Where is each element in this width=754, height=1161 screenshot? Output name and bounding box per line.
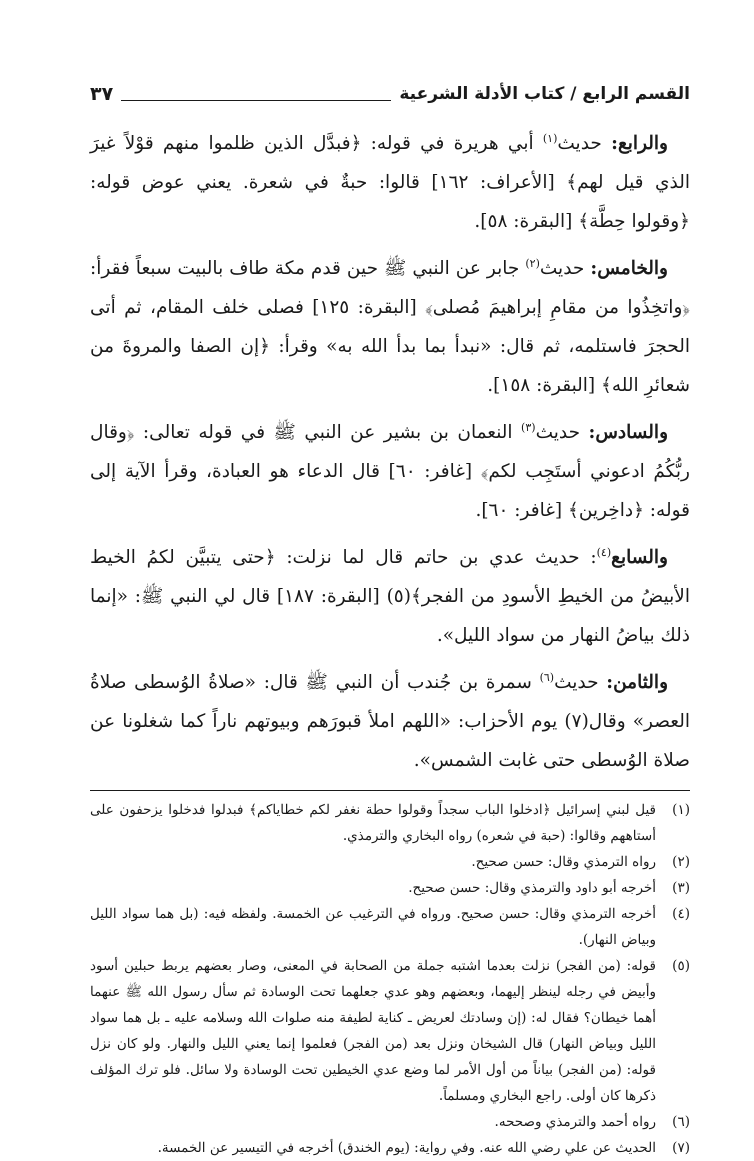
footnote-text: قوله: (من الفجر) نزلت بعدما اشتبه جملة من الصحابة في المعنى، وصار بعضهم يربط حبلين أسود وأبيض في رجله لينظر إليهما، وبعضهم وهو عدي جعلهما تحت الوسادة ثم سأل رسول الله ﷺ عنهما أهما خيطان؟ فقال له: (إن وسادتك لعريض ـ كناية لطيفة منه صلوات الله وسلامه عليه ـ بل هما سواد الليل وبياض النهار) قال الشيخان ونزل بعد (من الفجر) فعلموا إنما يعني الليل والنهار. ولو كان نزل قوله: (من الفجر) بياناً من أول الأمر لما وضع عدي الخيطين تحت الوسادة ولا سائل. فلو ترك المؤلف ذكرها كان أولى. راجع البخاري ومسلماً. <box>90 958 656 1104</box>
footnote-reference: (٦) <box>539 670 555 684</box>
book-page <box>90 78 690 1161</box>
paragraph-text: أبي هريرة في قوله: ﴿فبدَّل الذين ظلموا منهم قوْلاً غيرَ الذي قيل لهم﴾ [الأعراف: ١٦٢] قالوا: حبةٌ في شعرة. يعني عوض قوله: ﴿وقولوا حِطَّة﴾ [البقرة: ٥٨]. <box>90 133 691 232</box>
footnote-text: رواه الترمذي وقال: حسن صحيح. <box>471 854 656 870</box>
paragraph-text: سمرة بن جُندب أن النبي ﷺ قال: «صلاةُ الوُسطى صلاةُ العصر» وقال(٧) يوم الأحزاب: «اللهم املأ قبورَهم وبيوتهم ناراً كما شغلونا عن صلاة الوُسطى حتى غابت الشمس». <box>90 672 690 771</box>
paragraph-sixth <box>90 413 690 530</box>
paragraph-pre: حديث <box>539 258 591 279</box>
footnote-item <box>90 1109 690 1135</box>
footnote-text: الحديث عن علي رضي الله عنه. وفي رواية: (يوم الخندق) أخرجه في التيسير عن الخمسة. <box>157 1140 656 1156</box>
footnote-item <box>90 1135 690 1161</box>
footnote-item <box>90 901 690 953</box>
footnote-number: (١) <box>672 802 690 818</box>
footnote-reference: (٣) <box>521 420 536 434</box>
paragraph-pre: حديث <box>535 422 589 443</box>
footnote-reference: (١) <box>542 131 558 145</box>
page-number: ٣٧ <box>90 83 114 105</box>
footnote-number: (٥) <box>672 958 690 974</box>
footnote-text: أخرجه أبو داود والترمذي وقال: حسن صحيح. <box>408 880 656 896</box>
footnote-item <box>90 953 690 1109</box>
running-header <box>90 78 690 110</box>
footnote-reference: (٢) <box>525 256 540 270</box>
footnote-number: (٧) <box>672 1140 690 1156</box>
header-rule <box>121 100 391 101</box>
paragraph-pre: حديث <box>557 133 612 154</box>
footnote-number: (٦) <box>672 1114 690 1130</box>
paragraph-fourth <box>90 124 690 241</box>
paragraph-lead: والخامس: <box>590 258 668 279</box>
footnote-separator <box>90 790 690 791</box>
paragraph-text: جابر عن النبي ﷺ حين قدم مكة طاف بالبيت سبعاً فقرأ: ﴿واتخِذُوا من مقامِ إبراهيمَ مُصلى﴾ [البقرة: ١٢٥] فصلى خلف المقام، ثم أتى الحجرَ فاستلمه، ثم قال: «نبدأ بما بدأ الله به» وقرأ: ﴿إن الصفا والمروةَ من شعائرِ الله﴾ [البقرة: ١٥٨]. <box>90 258 690 396</box>
footnote-number: (٣) <box>672 880 690 896</box>
paragraph-pre: حديث <box>554 672 607 693</box>
footnote-number: (٤) <box>672 906 690 922</box>
footnote-text: قيل لبني إسرائيل ﴿ادخلوا الباب سجداً وقولوا حطة نغفر لكم خطاياكم﴾ فبدلوا فدخلوا يزحفون على أستاههم وقالوا: (حبة في شعره) رواه البخاري والترمذي. <box>90 802 656 844</box>
paragraph-text: : حديث عدي بن حاتم قال لما نزلت: ﴿حتى يتبيَّن لكمُ الخيط الأبيضُ من الخيطِ الأسودِ من الفجر﴾(٥) [البقرة: ١٨٧] قال لي النبي ﷺ: «إنما ذلك بياضُ النهار من سواد الليل». <box>90 547 691 646</box>
footnote-item <box>90 797 690 849</box>
paragraph-text: النعمان بن بشير عن النبي ﷺ في قوله تعالى: ﴿وقال ربُّكُمُ ادعوني أستَجِب لكم﴾ [غافر: ٦٠] قال الدعاء هو العبادة، وقرأ الآية إلى قوله: ﴿داخِرين﴾ [غافر: ٦٠]. <box>90 422 690 521</box>
paragraph-lead: والسادس: <box>588 422 669 443</box>
footnote-text: رواه أحمد والترمذي وصححه. <box>494 1114 656 1130</box>
paragraph-seventh <box>90 538 690 655</box>
footnote-item <box>90 849 690 875</box>
paragraph-lead: والثامن: <box>606 672 669 693</box>
paragraph-lead: والسابع <box>611 547 668 568</box>
running-title: القسم الرابع / كتاب الأدلة الشرعية <box>399 84 690 104</box>
footnote-number: (٢) <box>672 854 690 870</box>
paragraph-eighth <box>90 663 690 780</box>
footnote-reference: (٤) <box>596 545 612 559</box>
paragraph-fifth <box>90 249 690 405</box>
footnotes-list <box>90 797 690 1161</box>
footnote-item <box>90 875 690 901</box>
paragraph-lead: والرابع: <box>611 133 668 154</box>
footnote-text: أخرجه الترمذي وقال: حسن صحيح. ورواه في الترغيب عن الخمسة. ولفظه فيه: (بل هما سواد الليل وبياض النهار). <box>90 906 656 948</box>
main-text <box>90 124 690 780</box>
